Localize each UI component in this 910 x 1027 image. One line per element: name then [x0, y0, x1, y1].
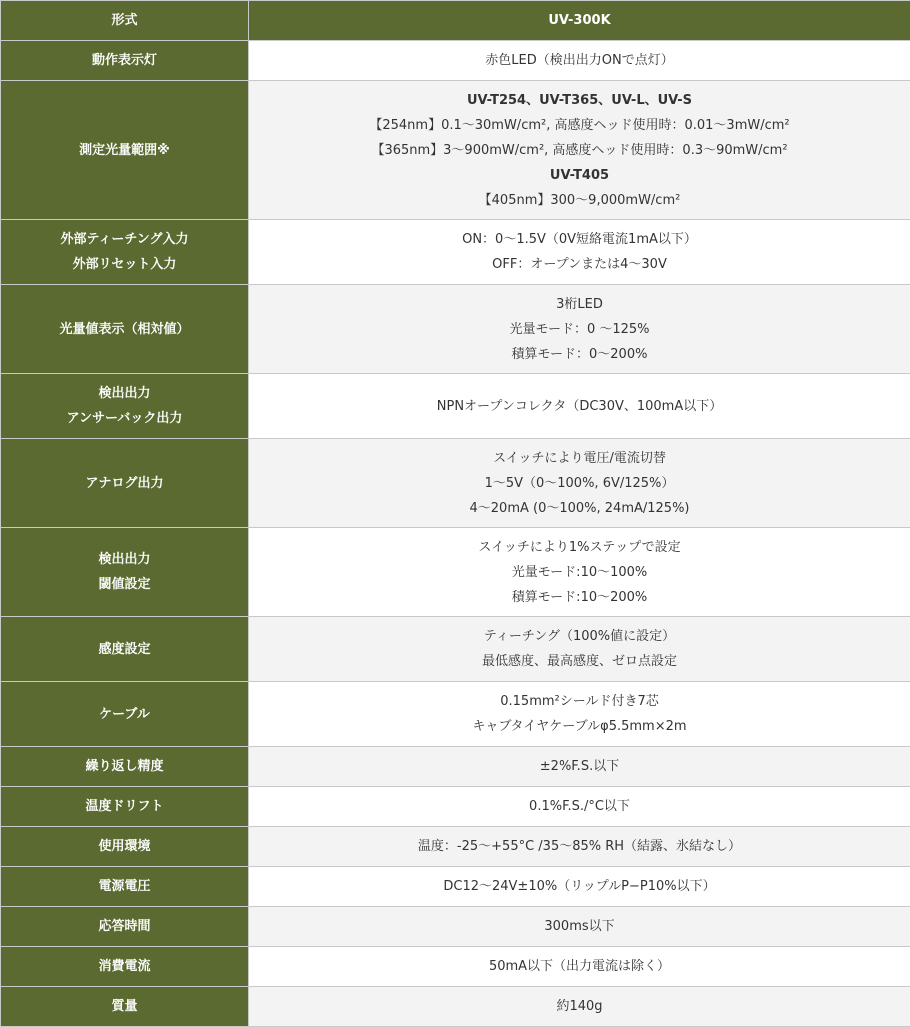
spec-row — [1, 747, 910, 787]
spec-row — [1, 787, 910, 827]
spec-label-line: 外部リセット入力 — [1, 252, 248, 277]
spec-value-line: 最低感度、最高感度、ゼロ点設定 — [249, 649, 910, 674]
spec-value — [249, 907, 910, 947]
spec-value-line: 温度：-25〜+55°C /35〜85% RH（結露、氷結なし） — [249, 834, 910, 859]
spec-row — [1, 374, 910, 439]
spec-label-line: 光量値表示（相対値） — [1, 317, 248, 342]
spec-value-line: 【365nm】3〜900mW/cm², 高感度ヘッド使用時：0.3〜90mW/cm² — [249, 138, 910, 163]
spec-label-line: 動作表示灯 — [1, 48, 248, 73]
spec-label — [1, 439, 249, 528]
spec-label — [1, 827, 249, 867]
spec-row — [1, 987, 910, 1027]
spec-value-line: 300ms以下 — [249, 914, 910, 939]
spec-label — [1, 41, 249, 81]
spec-value — [249, 285, 910, 374]
spec-label-line: 応答時間 — [1, 914, 248, 939]
spec-label — [1, 528, 249, 617]
spec-label-line: 電源電圧 — [1, 874, 248, 899]
spec-value — [249, 747, 910, 787]
spec-value-line: 3桁LED — [249, 292, 910, 317]
spec-value-line: 赤色LED（検出出力ONで点灯） — [249, 48, 910, 73]
spec-row — [1, 528, 910, 617]
spec-value-line: スイッチにより電圧/電流切替 — [249, 446, 910, 471]
spec-value-line: 約140g — [249, 994, 910, 1019]
spec-value — [249, 41, 910, 81]
spec-label-line: アンサーバック出力 — [1, 406, 248, 431]
spec-value-line: ON：0〜1.5V（0V短絡電流1mA以下） — [249, 227, 910, 252]
spec-row — [1, 439, 910, 528]
spec-value-line: 1〜5V（0〜100%, 6V/125%） — [249, 471, 910, 496]
spec-label — [1, 81, 249, 220]
spec-label-line: 閾値設定 — [1, 572, 248, 597]
spec-label — [1, 787, 249, 827]
spec-label — [1, 617, 249, 682]
spec-label — [1, 220, 249, 285]
spec-label-line: 消費電流 — [1, 954, 248, 979]
spec-value — [249, 682, 910, 747]
spec-label — [1, 987, 249, 1027]
spec-value-line: 0.15mm²シールド付き7芯 — [249, 689, 910, 714]
spec-value-line: UV-T254、UV-T365、UV-L、UV-S — [249, 88, 910, 113]
spec-row — [1, 682, 910, 747]
spec-row — [1, 867, 910, 907]
spec-value-line: 積算モード:10〜200% — [249, 585, 910, 610]
spec-value-line: ±2%F.S.以下 — [249, 754, 910, 779]
spec-row — [1, 285, 910, 374]
spec-value — [249, 787, 910, 827]
spec-label-line: 検出出力 — [1, 547, 248, 572]
spec-value-line: スイッチにより1%ステップで設定 — [249, 535, 910, 560]
spec-value-line: 50mA以下（出力電流は除く） — [249, 954, 910, 979]
spec-value — [249, 827, 910, 867]
spec-value-line: 4〜20mA (0〜100%, 24mA/125%) — [249, 496, 910, 521]
spec-label-line: 温度ドリフト — [1, 794, 248, 819]
spec-value-line: 光量モード：0 〜125% — [249, 317, 910, 342]
header-row — [1, 1, 910, 41]
spec-value — [249, 867, 910, 907]
spec-label-line: 使用環境 — [1, 834, 248, 859]
spec-value-line: ティーチング（100%値に設定） — [249, 624, 910, 649]
spec-label-line: ケーブル — [1, 702, 248, 727]
spec-value-line: 光量モード:10〜100% — [249, 560, 910, 585]
spec-label — [1, 285, 249, 374]
spec-value — [249, 617, 910, 682]
spec-value — [249, 439, 910, 528]
spec-row — [1, 907, 910, 947]
spec-value-line: 積算モード：0〜200% — [249, 342, 910, 367]
spec-label-line: 質量 — [1, 994, 248, 1019]
spec-label — [1, 374, 249, 439]
header-key: 形式 — [1, 1, 249, 41]
spec-value — [249, 947, 910, 987]
spec-row — [1, 220, 910, 285]
spec-row — [1, 947, 910, 987]
spec-row — [1, 41, 910, 81]
spec-label-line: 繰り返し精度 — [1, 754, 248, 779]
spec-label — [1, 747, 249, 787]
spec-label-line: アナログ出力 — [1, 471, 248, 496]
header-model: UV-300K — [249, 1, 910, 41]
spec-label — [1, 682, 249, 747]
spec-value — [249, 220, 910, 285]
spec-value-line: NPNオープンコレクタ（DC30V、100mA以下） — [249, 394, 910, 419]
spec-row — [1, 617, 910, 682]
spec-label — [1, 947, 249, 987]
spec-table-body — [1, 1, 910, 1027]
spec-value-line: 【405nm】300〜9,000mW/cm² — [249, 188, 910, 213]
spec-label — [1, 907, 249, 947]
spec-value — [249, 374, 910, 439]
spec-value-line: OFF：オープンまたは4〜30V — [249, 252, 910, 277]
spec-value-line: UV-T405 — [249, 163, 910, 188]
spec-label-line: 感度設定 — [1, 637, 248, 662]
spec-value — [249, 81, 910, 220]
spec-label-line: 測定光量範囲※ — [1, 138, 248, 163]
spec-value-line: キャブタイヤケーブルφ5.5mm×2m — [249, 714, 910, 739]
spec-value-line: DC12〜24V±10%（リップルP−P10%以下） — [249, 874, 910, 899]
spec-row — [1, 81, 910, 220]
spec-value — [249, 528, 910, 617]
spec-row — [1, 827, 910, 867]
spec-value-line: 0.1%F.S./°C以下 — [249, 794, 910, 819]
spec-label-line: 検出出力 — [1, 381, 248, 406]
spec-value — [249, 987, 910, 1027]
spec-label — [1, 867, 249, 907]
spec-label-line: 外部ティーチング入力 — [1, 227, 248, 252]
spec-value-line: 【254nm】0.1〜30mW/cm², 高感度ヘッド使用時：0.01〜3mW/cm² — [249, 113, 910, 138]
